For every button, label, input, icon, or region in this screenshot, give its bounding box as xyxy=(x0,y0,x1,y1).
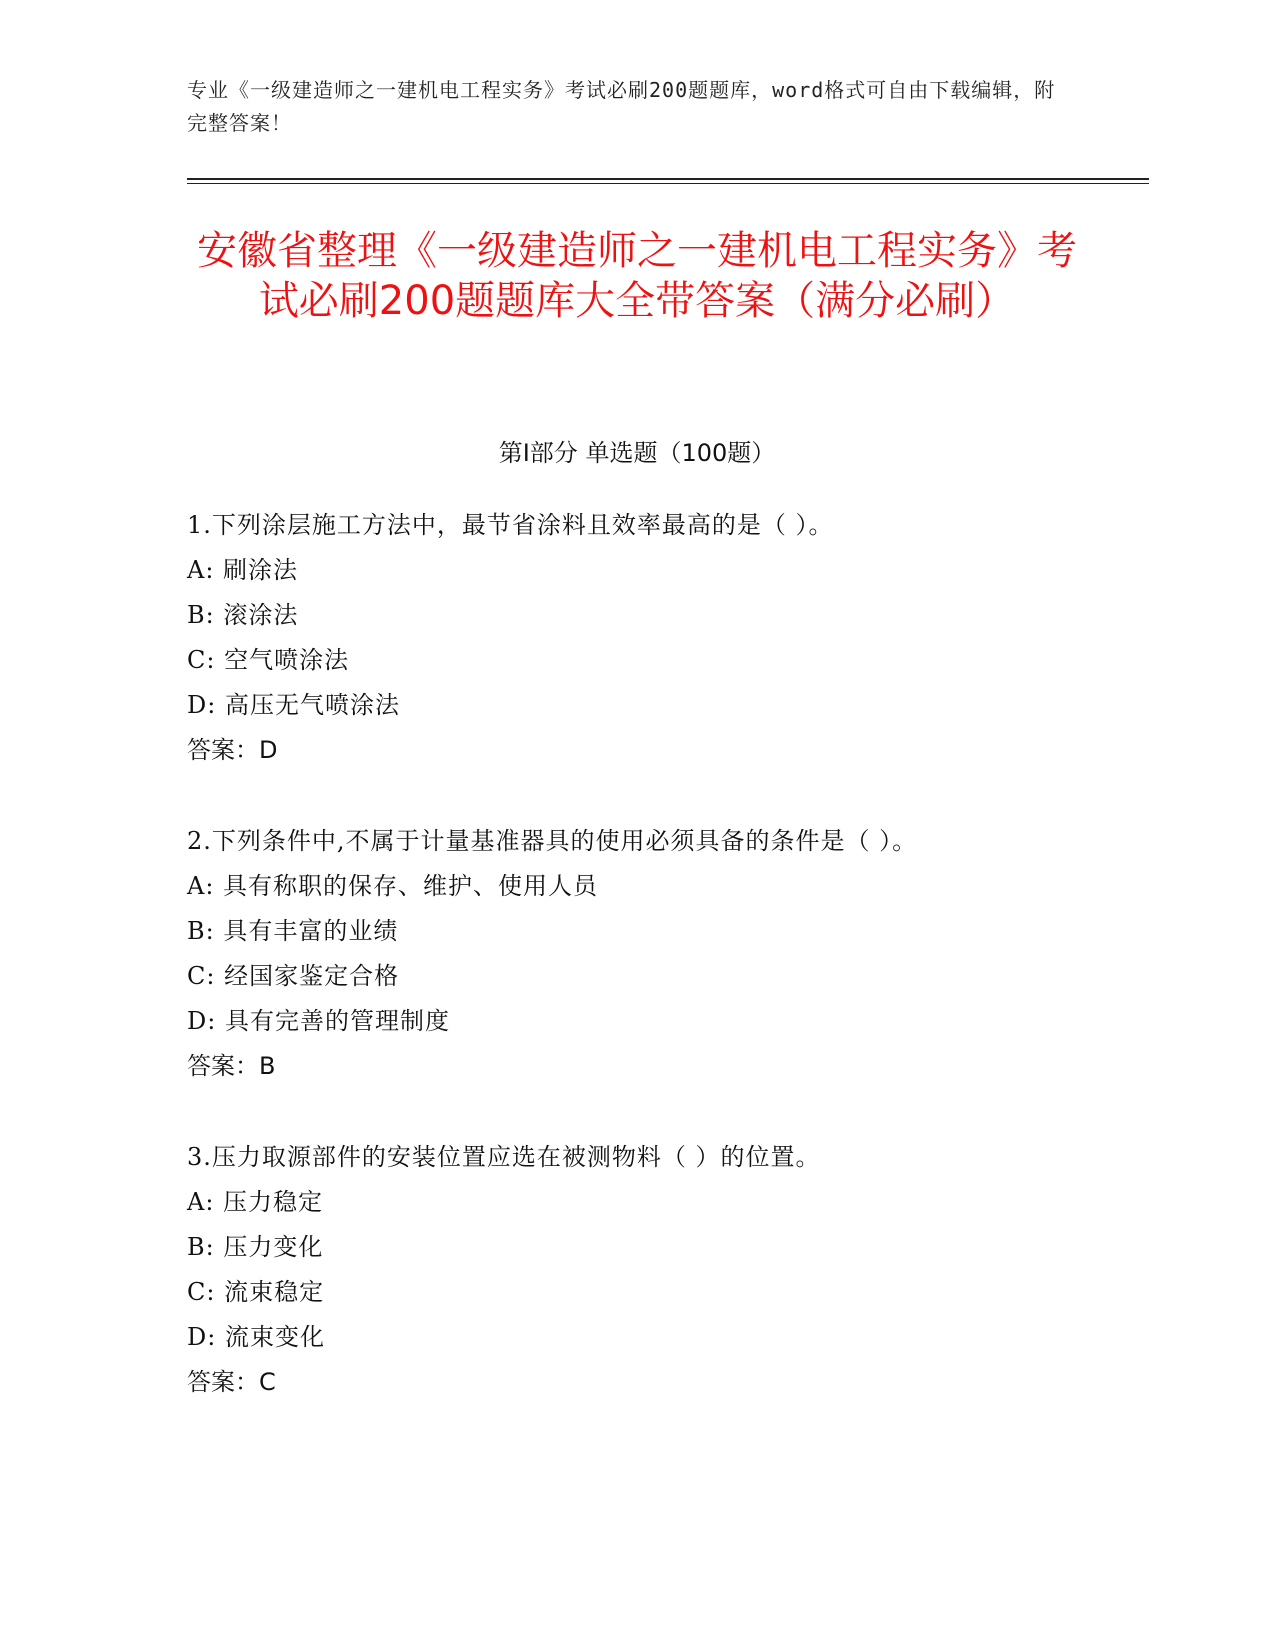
header-divider-thick xyxy=(187,178,1149,180)
option-d: D: 流束变化 xyxy=(187,1323,325,1351)
question-1 xyxy=(187,503,1147,773)
question-stem: 3.压力取源部件的安装位置应选在被测物料（ ）的位置。 xyxy=(187,1143,821,1171)
option-b: B: 具有丰富的业绩 xyxy=(187,917,399,945)
option-c: C: 流束稳定 xyxy=(187,1278,325,1306)
answer: 答案：C xyxy=(187,1368,276,1396)
answer: 答案：B xyxy=(187,1052,276,1080)
question-stem: 2.下列条件中,不属于计量基准器具的使用必须具备的条件是（ ）。 xyxy=(187,827,918,855)
document-title: 安徽省整理《一级建造师之一建机电工程实务》考试必刷200题题库大全带答案（满分必刷） xyxy=(197,228,1077,324)
option-d: D: 具有完善的管理制度 xyxy=(187,1007,450,1035)
option-c: C: 经国家鉴定合格 xyxy=(187,962,400,990)
header-note: 专业《一级建造师之一建机电工程实务》考试必刷200题题库，word格式可自由下载编辑，附完整答案！ xyxy=(187,78,1056,135)
option-a: A: 刷涂法 xyxy=(187,556,299,584)
answer: 答案：D xyxy=(187,736,278,764)
question-2 xyxy=(187,819,1147,1089)
option-b: B: 压力变化 xyxy=(187,1233,324,1261)
option-b: B: 滚涂法 xyxy=(187,601,299,629)
section-heading: 第I部分 单选题（100题） xyxy=(498,439,776,467)
option-a: A: 具有称职的保存、维护、使用人员 xyxy=(187,872,599,900)
question-3 xyxy=(187,1135,1147,1405)
option-d: D: 高压无气喷涂法 xyxy=(187,691,400,719)
question-stem: 1.下列涂层施工方法中，最节省涂料且效率最高的是（ ）。 xyxy=(187,511,834,539)
option-a: A: 压力稳定 xyxy=(187,1188,324,1216)
option-c: C: 空气喷涂法 xyxy=(187,646,350,674)
header-divider-thin xyxy=(187,183,1149,184)
